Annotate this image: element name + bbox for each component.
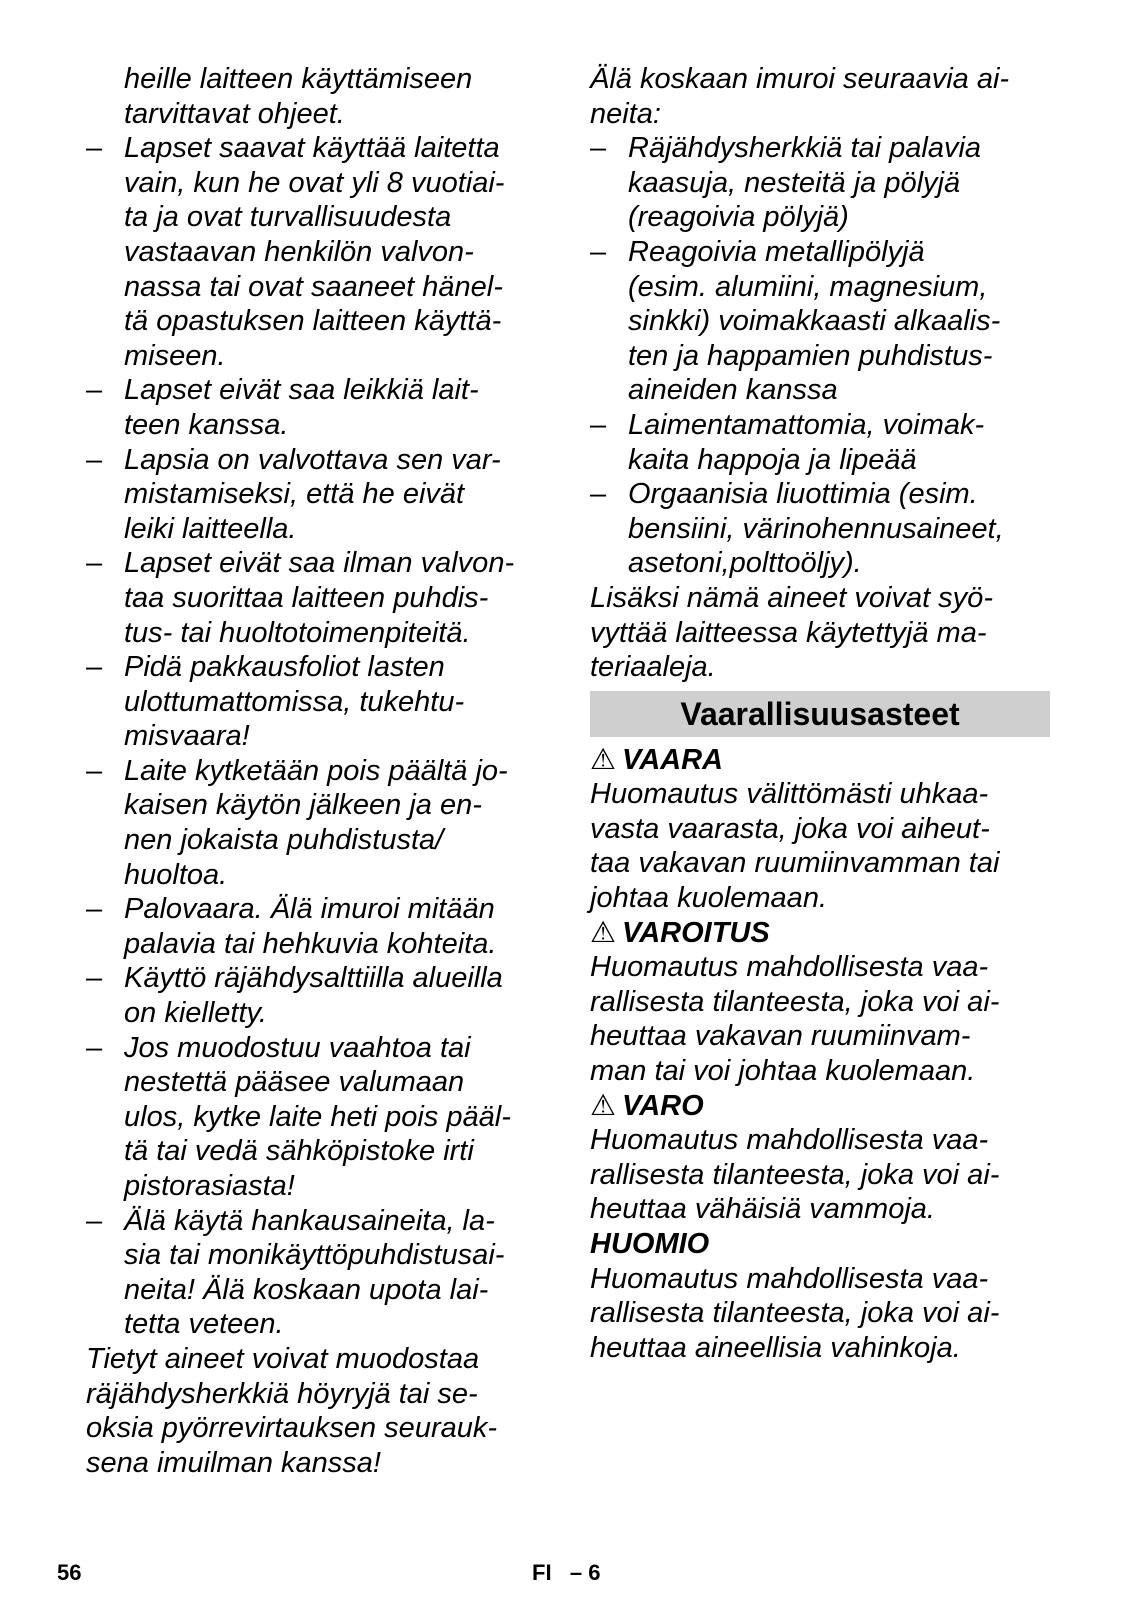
text-line: nestettä pääsee valumaan xyxy=(124,1066,465,1099)
text-line: Lapsia on valvottava sen var- xyxy=(124,443,501,476)
hazard-description-line: Huomautus mahdollisesta vaa- xyxy=(590,1124,989,1157)
paragraph xyxy=(86,1342,546,1480)
hazard-level xyxy=(590,743,1050,916)
list-item xyxy=(590,477,1050,581)
text-line: vyttää laitteessa käytettyjä ma- xyxy=(590,616,987,649)
hazard-level xyxy=(590,1089,1050,1227)
text-line: räjähdysherkkiä höyryjä tai se- xyxy=(86,1377,478,1410)
text-line: heille laitteen käyttämiseen xyxy=(124,63,473,95)
hazard-description-line: rallisesta tilanteesta, joka voi ai- xyxy=(590,1297,1000,1330)
text-line: teriaaleja. xyxy=(590,651,716,684)
dash-bullet: – xyxy=(86,443,103,476)
text-line: kaita happoja ja lipeää xyxy=(628,443,917,476)
hazard-level xyxy=(590,1227,1050,1365)
text-line: vastaavan henkilön valvon- xyxy=(124,235,474,268)
text-line: oksia pyörrevirtauksen seurauk- xyxy=(86,1412,498,1445)
hazard-description-line: taa vakavan ruumiinvamman tai xyxy=(590,847,1000,880)
paragraph xyxy=(590,581,1050,685)
hazard-description-line: heuttaa vähäisiä vammoja. xyxy=(590,1193,935,1226)
hazard-description-line: Huomautus mahdollisesta vaa- xyxy=(590,951,989,984)
text-line: Reagoivia metallipölyjä xyxy=(628,235,925,268)
text-line: Laimentamattomia, voimak- xyxy=(628,408,985,441)
text-line: pistorasiasta! xyxy=(124,1170,295,1202)
list-item xyxy=(590,408,1050,477)
text-line: leiki laitteella. xyxy=(124,512,297,545)
dash-bullet: – xyxy=(86,962,103,995)
dash-bullet: – xyxy=(86,374,103,407)
hazard-label-text: HUOMIO xyxy=(590,1228,710,1260)
list-item xyxy=(86,1031,546,1204)
text-line: Palovaara. Älä imuroi mitään xyxy=(124,893,495,926)
hazard-description-line: Huomautus välittömästi uhkaa- xyxy=(590,778,989,811)
dash-bullet: – xyxy=(86,547,103,580)
hazard-label-text: VARO xyxy=(622,1089,704,1122)
text-line: kaasuja, nesteitä ja pölyjä xyxy=(628,166,961,199)
hazard-level xyxy=(590,916,1050,1089)
text-line: Jos muodostuu vaahtoa tai xyxy=(124,1031,471,1064)
text-line: nen jokaista puhdistusta/ xyxy=(124,824,444,857)
text-line: palavia tai hehkuvia kohteita. xyxy=(124,927,497,960)
hazard-label-text: VAROITUS xyxy=(622,916,770,949)
text-line: tarvittavat ohjeet. xyxy=(124,97,345,130)
text-line: neita! Älä koskaan upota lai- xyxy=(124,1273,489,1306)
paragraph xyxy=(86,62,546,131)
list-item xyxy=(590,235,1050,408)
hazard-description-line: rallisesta tilanteesta, joka voi ai- xyxy=(590,1158,1000,1191)
list-item xyxy=(86,754,546,892)
list-item xyxy=(86,373,546,442)
list-item xyxy=(86,892,546,961)
warning-triangle-icon: ⚠ xyxy=(590,1089,616,1122)
text-line: Käyttö räjähdysalttiilla alueilla xyxy=(124,962,503,995)
text-line: mistamiseksi, että he eivät xyxy=(124,478,465,511)
dash-bullet: – xyxy=(590,132,607,165)
text-line: asetoni,polttoöljy). xyxy=(628,547,862,580)
list-item xyxy=(86,131,546,373)
dash-bullet: – xyxy=(86,893,103,926)
text-line: Lapset eivät saa ilman valvon- xyxy=(124,547,515,580)
dash-bullet: – xyxy=(590,478,607,511)
list-item xyxy=(86,961,546,1030)
left-column xyxy=(86,62,546,1480)
dash-bullet: – xyxy=(86,1031,103,1064)
text-line: sena imuilman kanssa! xyxy=(86,1446,381,1479)
text-line: bensiini, värinohennusaineet, xyxy=(628,512,1004,545)
hazard-label xyxy=(590,1227,1050,1262)
text-line: tä opastuksen laitteen käyttä- xyxy=(124,305,502,338)
text-line: kaisen käytön jälkeen ja en- xyxy=(124,789,482,822)
text-line: sinkki) voimakkaasti alkaalis- xyxy=(628,305,1001,338)
text-line: huoltoa. xyxy=(124,858,228,891)
hazard-label-text: VAARA xyxy=(622,743,723,776)
list-item xyxy=(86,650,546,754)
text-line: teen kanssa. xyxy=(124,408,289,441)
dash-bullet: – xyxy=(86,754,103,787)
hazard-description-line: man tai voi johtaa kuolemaan. xyxy=(590,1055,976,1088)
text-line: taa suorittaa laitteen puhdis- xyxy=(124,581,489,614)
dash-bullet: – xyxy=(86,132,103,165)
warning-triangle-icon: ⚠ xyxy=(590,743,616,776)
text-line: tä tai vedä sähköpistoke irti xyxy=(124,1135,474,1168)
text-line: ta ja ovat turvallisuudesta xyxy=(124,201,452,234)
text-line: ulottumattomissa, tukehtu- xyxy=(124,685,465,718)
paragraph xyxy=(590,62,1050,131)
dash-bullet: – xyxy=(86,651,103,684)
text-line: Lisäksi nämä aineet voivat syö- xyxy=(590,581,993,614)
list-item xyxy=(590,131,1050,235)
hazard-description-line: heuttaa aineellisia vahinkoja. xyxy=(590,1331,961,1364)
text-line: misvaara! xyxy=(124,720,250,753)
page-number: 56 xyxy=(57,1560,82,1585)
text-line: aineiden kanssa xyxy=(628,374,838,407)
text-line: ulos, kytke laite heti pois pääl- xyxy=(124,1100,511,1133)
text-line: sia tai monikäyttöpuhdistusai- xyxy=(124,1239,505,1272)
hazard-description-line: rallisesta tilanteesta, joka voi ai- xyxy=(590,985,1000,1018)
text-line: Älä koskaan imuroi seuraavia ai- xyxy=(590,63,1010,95)
list-item xyxy=(86,443,546,547)
hazard-description-line: johtaa kuolemaan. xyxy=(590,882,827,915)
right-column xyxy=(590,62,1050,1365)
footer-section: FI – 6 xyxy=(532,1560,601,1585)
warning-triangle-icon: ⚠ xyxy=(590,916,616,949)
text-line: Räjähdysherkkiä tai palavia xyxy=(628,132,982,165)
text-line: Älä käytä hankausaineita, la- xyxy=(124,1204,495,1237)
text-line: Lapset saavat käyttää laitetta xyxy=(124,132,500,165)
hazard-levels xyxy=(590,743,1050,1366)
text-line: (reagoivia pölyjä) xyxy=(628,201,849,234)
hazard-label xyxy=(590,1089,1050,1124)
text-line: Laite kytketään pois päältä jo- xyxy=(124,754,508,787)
text-line: Pidä pakkausfoliot lasten xyxy=(124,651,445,684)
hazard-label xyxy=(590,916,1050,951)
text-line: nassa tai ovat saaneet hänel- xyxy=(124,270,503,303)
dash-bullet: – xyxy=(590,408,607,441)
text-line: tetta veteen. xyxy=(124,1308,284,1341)
list-item xyxy=(86,1204,546,1342)
hazard-description-line: heuttaa vakavan ruumiinvam- xyxy=(590,1020,971,1053)
text-line: Tietyt aineet voivat muodostaa xyxy=(86,1342,480,1375)
text-line: (esim. alumiini, magnesium, xyxy=(628,270,988,303)
text-line: miseen. xyxy=(124,339,226,372)
dash-bullet: – xyxy=(86,1204,103,1237)
list-item xyxy=(86,546,546,650)
section-heading: Vaarallisuusasteet xyxy=(590,691,1050,737)
text-line: on kielletty. xyxy=(124,997,267,1030)
text-line: Orgaanisia liuottimia (esim. xyxy=(628,478,978,511)
text-line: tus- tai huoltotoimenpiteitä. xyxy=(124,616,471,649)
hazard-description-line: Huomautus mahdollisesta vaa- xyxy=(590,1262,989,1295)
text-line: neita: xyxy=(590,97,661,130)
text-line: ten ja happamien puhdistus- xyxy=(628,339,993,372)
dash-bullet: – xyxy=(590,235,607,268)
hazard-label xyxy=(590,743,1050,778)
text-line: Lapset eivät saa leikkiä lait- xyxy=(124,374,479,407)
right-column-list xyxy=(590,62,1050,685)
text-line: vain, kun he ovat yli 8 vuotiai- xyxy=(124,166,505,199)
hazard-description-line: vasta vaarasta, joka voi aiheut- xyxy=(590,812,990,845)
